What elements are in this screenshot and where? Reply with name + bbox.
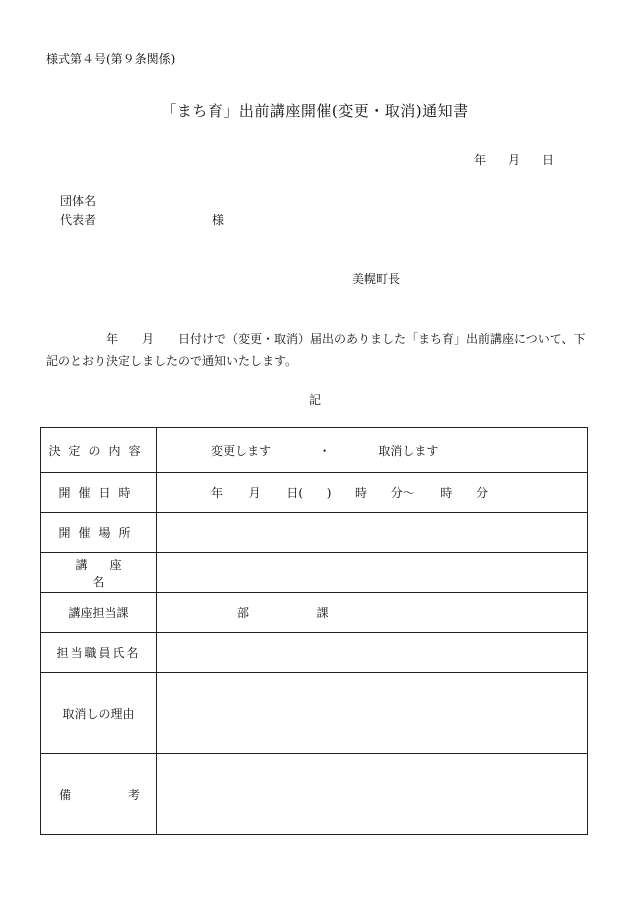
venue-value: [157, 513, 588, 553]
dt-hour: 時: [355, 486, 368, 500]
date-line: [474, 151, 554, 168]
venue-label: 開催場所: [41, 513, 157, 553]
decision-cancel-option: 取消します: [378, 443, 439, 458]
datetime-value: [157, 473, 588, 513]
table-row: [41, 553, 588, 593]
notification-table: [40, 427, 588, 835]
representative-label: 代表者: [60, 213, 97, 227]
decision-separator: ・: [318, 443, 331, 458]
dt-hour2: 時: [440, 486, 453, 500]
decision-change-option: 変更します: [211, 443, 272, 458]
cancel-reason-value: [157, 673, 588, 754]
table-row: [41, 473, 588, 513]
dt-minute2: 分: [476, 486, 489, 500]
sender-name: 美幌町長: [352, 272, 401, 286]
table-row: [41, 754, 588, 835]
department-bu: 部: [237, 606, 250, 620]
form-number: 様式第４号(第９条関係): [46, 52, 176, 66]
department-ka: 課: [316, 606, 329, 620]
staff-value: [157, 633, 588, 673]
table-row: [41, 513, 588, 553]
datetime-label: 開催日時: [41, 473, 157, 513]
department-label: 講座担当課: [41, 593, 157, 633]
table-row: [41, 593, 588, 633]
remarks-value: [157, 754, 588, 835]
remarks-label-left: 備: [59, 787, 72, 802]
dt-minute: 分～: [390, 486, 415, 500]
table-row: [41, 633, 588, 673]
department-value: [157, 593, 588, 633]
decision-label: 決定の内容: [41, 428, 157, 473]
organization-label: 団体名: [60, 194, 97, 208]
page-title: 「まち育」出前講座開催(変更・取消)通知書: [161, 102, 469, 120]
dt-close: ): [326, 486, 332, 500]
date-day-label: 日: [542, 153, 555, 167]
decision-value: [157, 428, 588, 473]
date-month-label: 月: [508, 153, 521, 167]
table-row: [41, 673, 588, 754]
staff-label: 担当職員氏名: [41, 633, 157, 673]
date-year-label: 年: [474, 153, 487, 167]
table-row: [41, 428, 588, 473]
dt-month: 月: [248, 486, 261, 500]
remarks-label: [41, 754, 157, 835]
remarks-label-right: 考: [127, 787, 140, 802]
cancel-reason-label: 取消しの理由: [41, 673, 157, 754]
dt-year: 年: [211, 486, 224, 500]
dt-day: 日(: [286, 486, 304, 500]
body-paragraph: 年 月 日付けで（変更・取消）届出のありました「まち育」出前講座について、下記のとおり決定しましたので通知いたします。: [46, 332, 586, 368]
honorific-label: 様: [212, 213, 225, 227]
course-label: 講座名: [41, 553, 157, 593]
course-value: [157, 553, 588, 593]
ki-heading: 記: [308, 393, 321, 407]
